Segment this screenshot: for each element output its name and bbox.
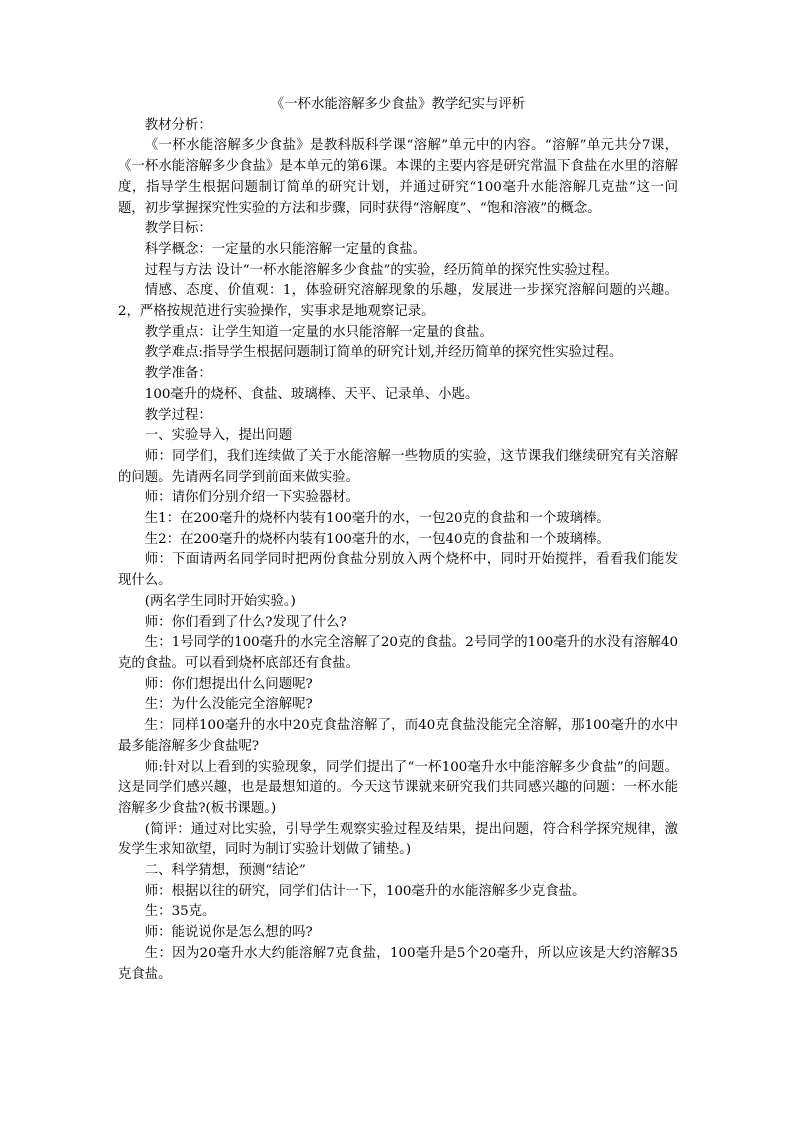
dialogue-line: 师：根据以往的研究，同学们估计一下，100毫升的水能溶解多少克食盐。 — [144, 883, 586, 899]
dialogue-line: 生：35克。 — [144, 904, 216, 920]
commentary-note: (简评：通过对比实验，引导学生观察实验过程及结果，提出问题，符合科学探究规律，激发学生求知欲望，同时为制订实验计划做了铺垫。) — [118, 821, 678, 858]
paragraph-material-analysis: 《一杯水能溶解多少食盐》是教科版科学课“溶解”单元中的内容。“溶解”单元共分7课，《一杯水能溶解多少食盐》是本单元的第6课。本课的主要内容是研究常温下食盐在水里的溶解度，指导学生根据问题制订简单的研究计划，并通过研究“100毫升水能溶解几克盐”这一问题，初步掌握探究性实验的方法和步骤，同时获得“溶解度”、“饱和溶液”的概念。 — [118, 138, 678, 216]
paragraph-teaching-difficulty: 教学难点:指导学生根据问题制订简单的研究计划,并经历简单的探究性实验过程。 — [144, 345, 623, 361]
document-body — [118, 95, 678, 985]
section-heading-teaching-process: 教学过程： — [144, 407, 212, 423]
subsection-heading-experiment-intro: 一、实验导入，提出问题 — [144, 428, 293, 444]
dialogue-line: 师：请你们分别介绍一下实验器材。 — [144, 490, 360, 506]
dialogue-line: 生1：在200毫升的烧杯内装有100毫升的水，一包20克的食盐和一个玻璃棒。 — [144, 511, 610, 527]
dialogue-line: 生：1号同学的100毫升的水完全溶解了20克的食盐。2号同学的100毫升的水没有溶解40克的食盐。可以看到烧杯底部还有食盐。 — [118, 635, 678, 671]
dialogue-line: 生2：在200毫升的烧杯内装有100毫升的水，一包40克的食盐和一个玻璃棒。 — [144, 531, 610, 547]
paragraph-process-method: 过程与方法 设计“一杯水能溶解多少食盐”的实验，经历简单的探究性实验过程。 — [144, 262, 619, 278]
paragraph-teaching-focus: 教学重点：让学生知道一定量的水只能溶解一定量的食盐。 — [144, 324, 493, 340]
dialogue-line: 生：同样100毫升的水中20克食盐溶解了，而40克食盐没能完全溶解，那100毫升的水中最多能溶解多少食盐呢? — [118, 718, 678, 754]
paragraph-materials-list: 100毫升的烧杯、食盐、玻璃棒、天平、记录单、小匙。 — [144, 386, 479, 402]
dialogue-line: 师：同学们，我们连续做了关于水能溶解一些物质的实验，这节课我们继续研究有关溶解的问题。先请两名同学到前面来做实验。 — [118, 448, 678, 485]
stage-note: (两名学生同时开始实验。) — [144, 593, 296, 609]
section-heading-material-analysis: 教材分析： — [144, 117, 212, 133]
document-title: 《一杯水能溶解多少食盐》教学纪实与评析 — [270, 97, 526, 112]
paragraph-science-concept: 科学概念：一定量的水只能溶解一定量的食盐。 — [144, 241, 426, 257]
dialogue-line: 生：因为20毫升水大约能溶解7克食盐，100毫升是5个20毫升，所以应该是大约溶解35克食盐。 — [118, 945, 678, 982]
dialogue-line: 生：为什么没能完全溶解呢? — [144, 697, 313, 713]
section-heading-preparation: 教学准备： — [144, 366, 212, 382]
dialogue-line: 师：你们想提出什么问题呢? — [144, 676, 313, 692]
dialogue-line: 师：你们看到了什么?发现了什么? — [144, 614, 347, 630]
dialogue-line: 师:针对以上看到的实验现象，同学们提出了“一杯100毫升水中能溶解多少食盐”的问题。这是同学们感兴趣，也是最想知道的。今天这节课就来研究我们共同感兴趣的问题：一杯水能溶解多少食盐?(板书课题。) — [118, 759, 678, 816]
dialogue-line: 师：下面请两名同学同时把两份食盐分别放入两个烧杯中，同时开始搅拌，看看我们能发现什么。 — [118, 552, 678, 589]
paragraph-emotion-attitude: 情感、态度、价值观：1，体验研究溶解现象的乐趣，发展进一步探究溶解问题的兴趣。2，严格按规范进行实验操作，实事求是地观察记录。 — [118, 283, 678, 320]
subsection-heading-science-guess: 二、科学猜想，预测“结论” — [144, 863, 306, 879]
dialogue-line: 师：能说说你是怎么想的吗? — [144, 925, 313, 941]
section-heading-teaching-goals: 教学目标： — [144, 221, 212, 237]
